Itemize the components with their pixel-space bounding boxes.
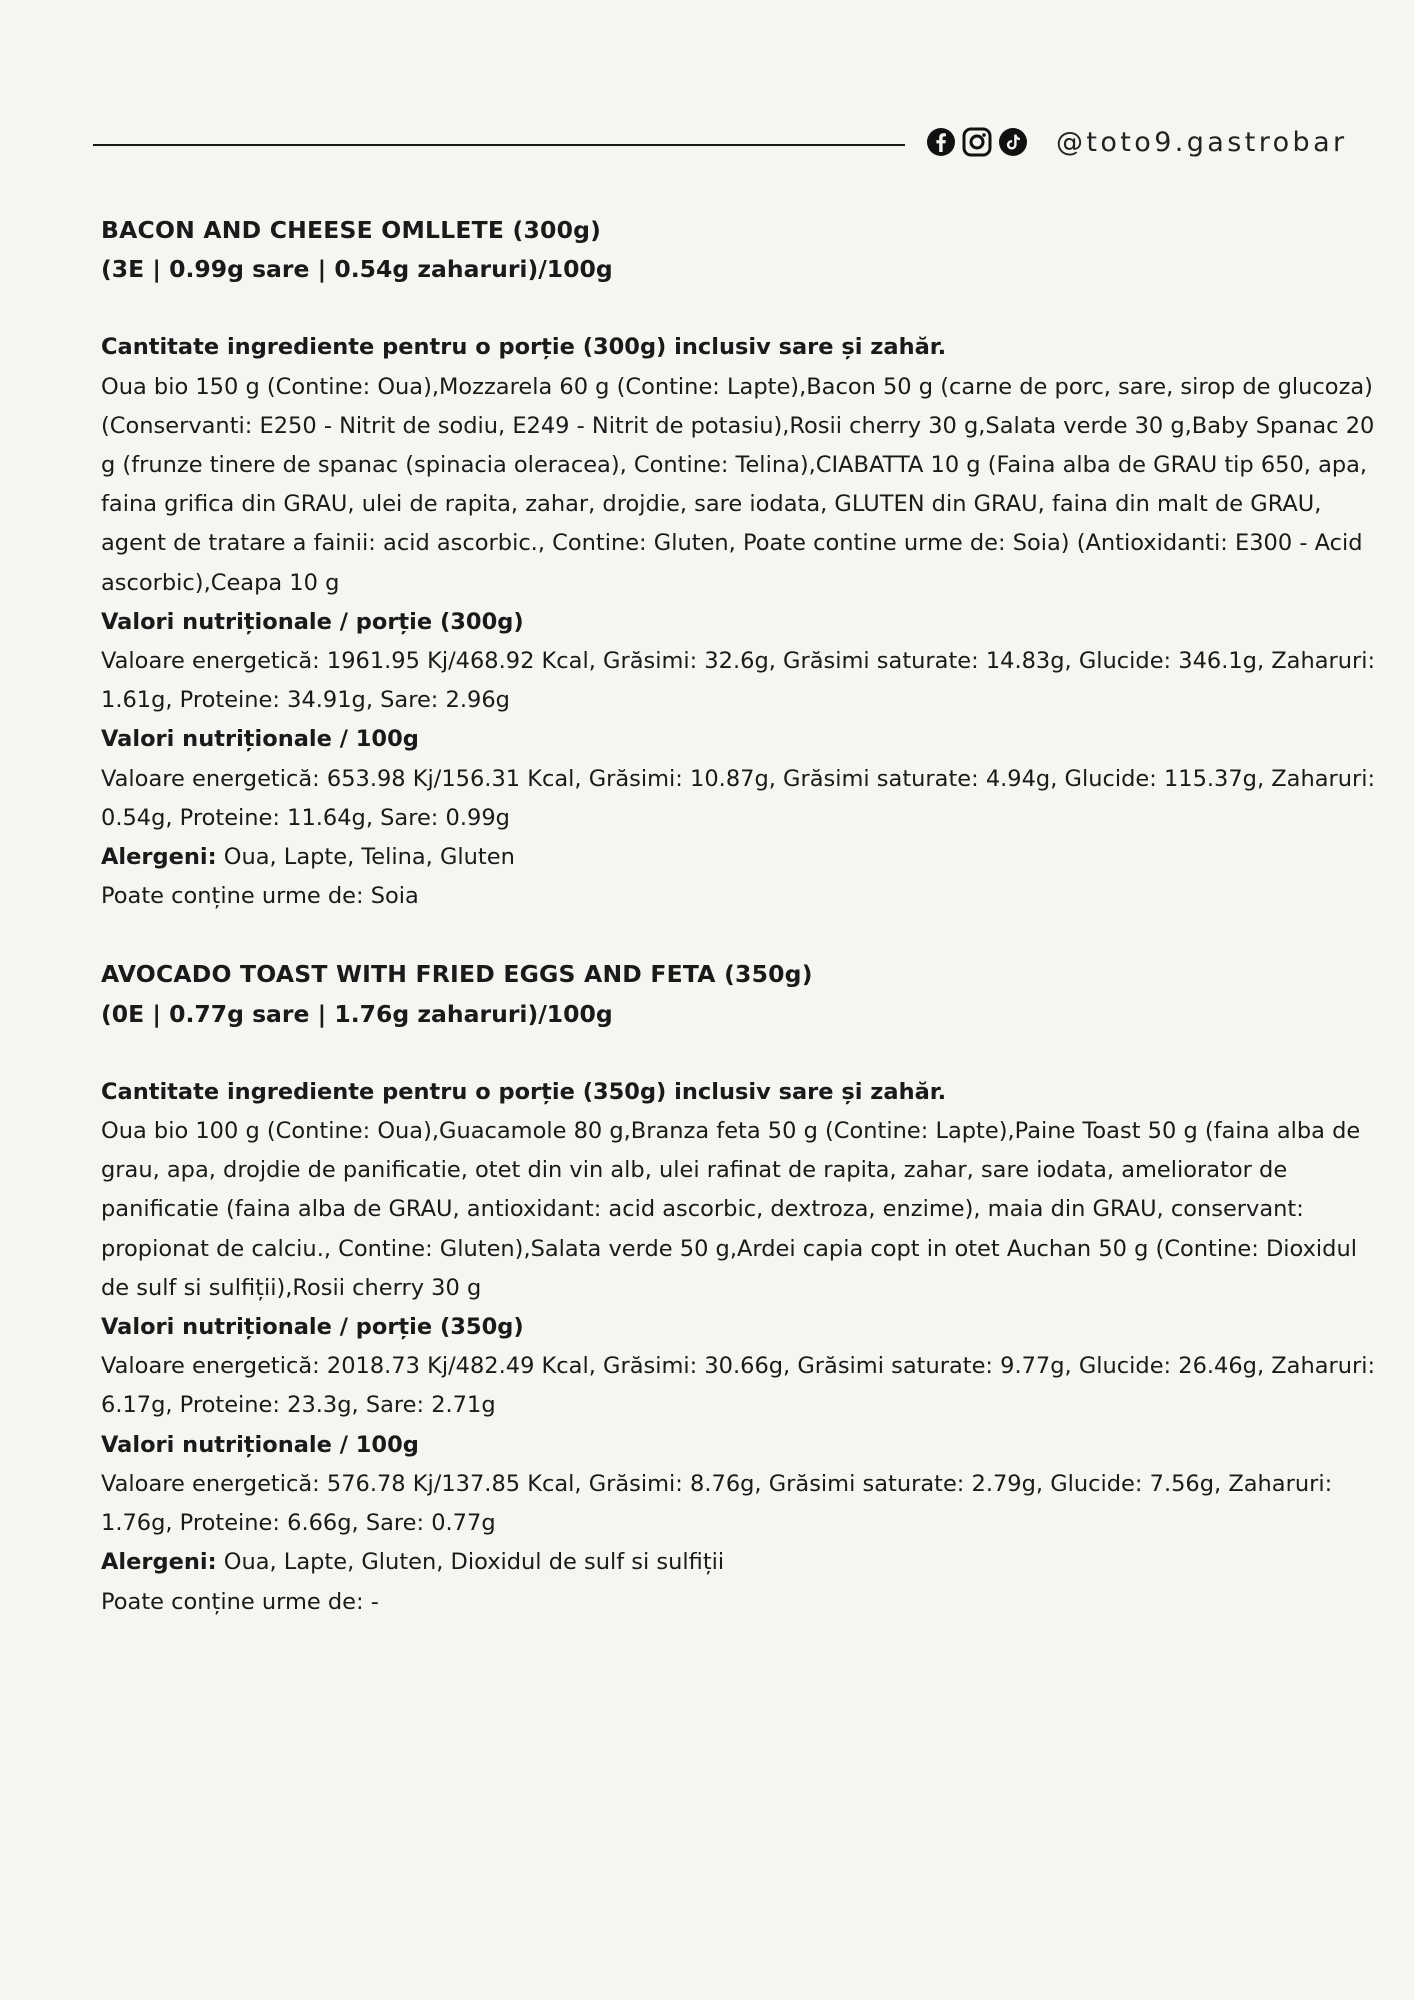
instagram-icon[interactable] [962,127,992,157]
traces-text: Poate conține urme de: Soia [101,883,419,910]
allergens-line [101,1543,1383,1582]
allergens-label: Alergeni: [101,844,217,871]
tiktok-icon[interactable] [998,127,1028,157]
item-title: BACON AND CHEESE OMLLETE (300g) [101,216,602,244]
ingredients-heading: Cantitate ingrediente pentru o porție (350g) inclusiv sare și zahăr. [101,1078,947,1105]
item-title: AVOCADO TOAST WITH FRIED EGGS AND FETA (350g) [101,960,813,989]
nutrition-100-text: Valoare energetică: 653.98 Kj/156.31 Kcal, Grăsimi: 10.87g, Grăsimi saturate: 4.94g, Glucide: 115.37g, Zaharuri: 0.54g, Proteine: 11.64g, Sare: 0.99g [101,765,1376,831]
social-links [926,124,1348,160]
allergens-line [101,838,1383,877]
nutrition-portion-heading: Valori nutriționale / porție (300g) [101,608,524,635]
social-handle[interactable]: @toto9.gastrobar [1056,126,1348,158]
allergens-text: Oua, Lapte, Gluten, Dioxidul de sulf si sulfiții [216,1549,725,1576]
facebook-icon[interactable] [926,127,956,157]
header-divider [93,144,905,146]
allergens-label: Alergeni: [101,1549,217,1576]
item-subtitle: (0E | 0.77g sare | 1.76g zaharuri)/100g [101,999,613,1028]
traces-text: Poate conține urme de: - [101,1588,379,1615]
menu-item [101,211,1383,916]
nutrition-portion-heading: Valori nutriționale / porție (350g) [101,1314,524,1341]
ingredients-heading: Cantitate ingrediente pentru o porție (300g) inclusiv sare și zahăr. [101,334,947,361]
menu-item [101,955,1383,1621]
item-subtitle: (3E | 0.99g sare | 0.54g zaharuri)/100g [101,255,613,284]
nutrition-portion-text: Valoare energetică: 1961.95 Kj/468.92 Kcal, Grăsimi: 32.6g, Grăsimi saturate: 14.83g, Glucide: 346.1g, Zaharuri: 1.61g, Proteine: 34.91g, Sare: 2.96g [101,648,1376,714]
nutrition-100-heading: Valori nutriționale / 100g [101,1431,419,1458]
ingredients-text: Oua bio 100 g (Contine: Oua),Guacamole 80 g,Branza feta 50 g (Contine: Lapte),Paine Toast 50 g (faina alba de grau, apa, drojdie de panificatie, otet din vin alb, ulei rafinat de rapita, zahar, sare iodata, ameliorator de panificatie (faina alba de GRAU, antioxidant: acid ascorbic, dextroza, enzime), maia din GRAU, conservant: propionat de calciu., Contine: Gluten),Salata verde 50 g,Ardei capia copt in otet Auchan 50 g (Contine: Dioxidul de sulf si sulfiții),Rosii cherry 30 g [101,1118,1361,1301]
menu-content [101,211,1383,1661]
nutrition-100-heading: Valori nutriționale / 100g [101,726,419,753]
nutrition-100-text: Valoare energetică: 576.78 Kj/137.85 Kcal, Grăsimi: 8.76g, Grăsimi saturate: 2.79g, Glucide: 7.56g, Zaharuri: 1.76g, Proteine: 6.66g, Sare: 0.77g [101,1470,1333,1537]
ingredients-text: Oua bio 150 g (Contine: Oua),Mozzarela 60 g (Contine: Lapte),Bacon 50 g (carne de porc, sare, sirop de glucoza) (Conservanti: E250 - Nitrit de sodiu, E249 - Nitrit de potasiu),Rosii cherry 30 g,Salata verde 30 g,Baby Spanac 20 g (frunze tinere de spanac (spinacia oleracea), Contine: Telina),CIABATTA 10 g (Faina alba de GRAU tip 650, apa, faina grifica din GRAU, ulei de rapita, zahar, drojdie, sare iodata, GLUTEN din GRAU, faina din malt de GRAU, agent de tratare a fainii: acid ascorbic., Contine: Gluten, Poate contine urme de: Soia) (Antioxidanti: E300 - Acid ascorbic),Ceapa 10 g [101,373,1375,596]
nutrition-portion-text: Valoare energetică: 2018.73 Kj/482.49 Kcal, Grăsimi: 30.66g, Grăsimi saturate: 9.77g, Glucide: 26.46g, Zaharuri: 6.17g, Proteine: 23.3g, Sare: 2.71g [101,1353,1376,1419]
allergens-text: Oua, Lapte, Telina, Gluten [216,844,515,871]
